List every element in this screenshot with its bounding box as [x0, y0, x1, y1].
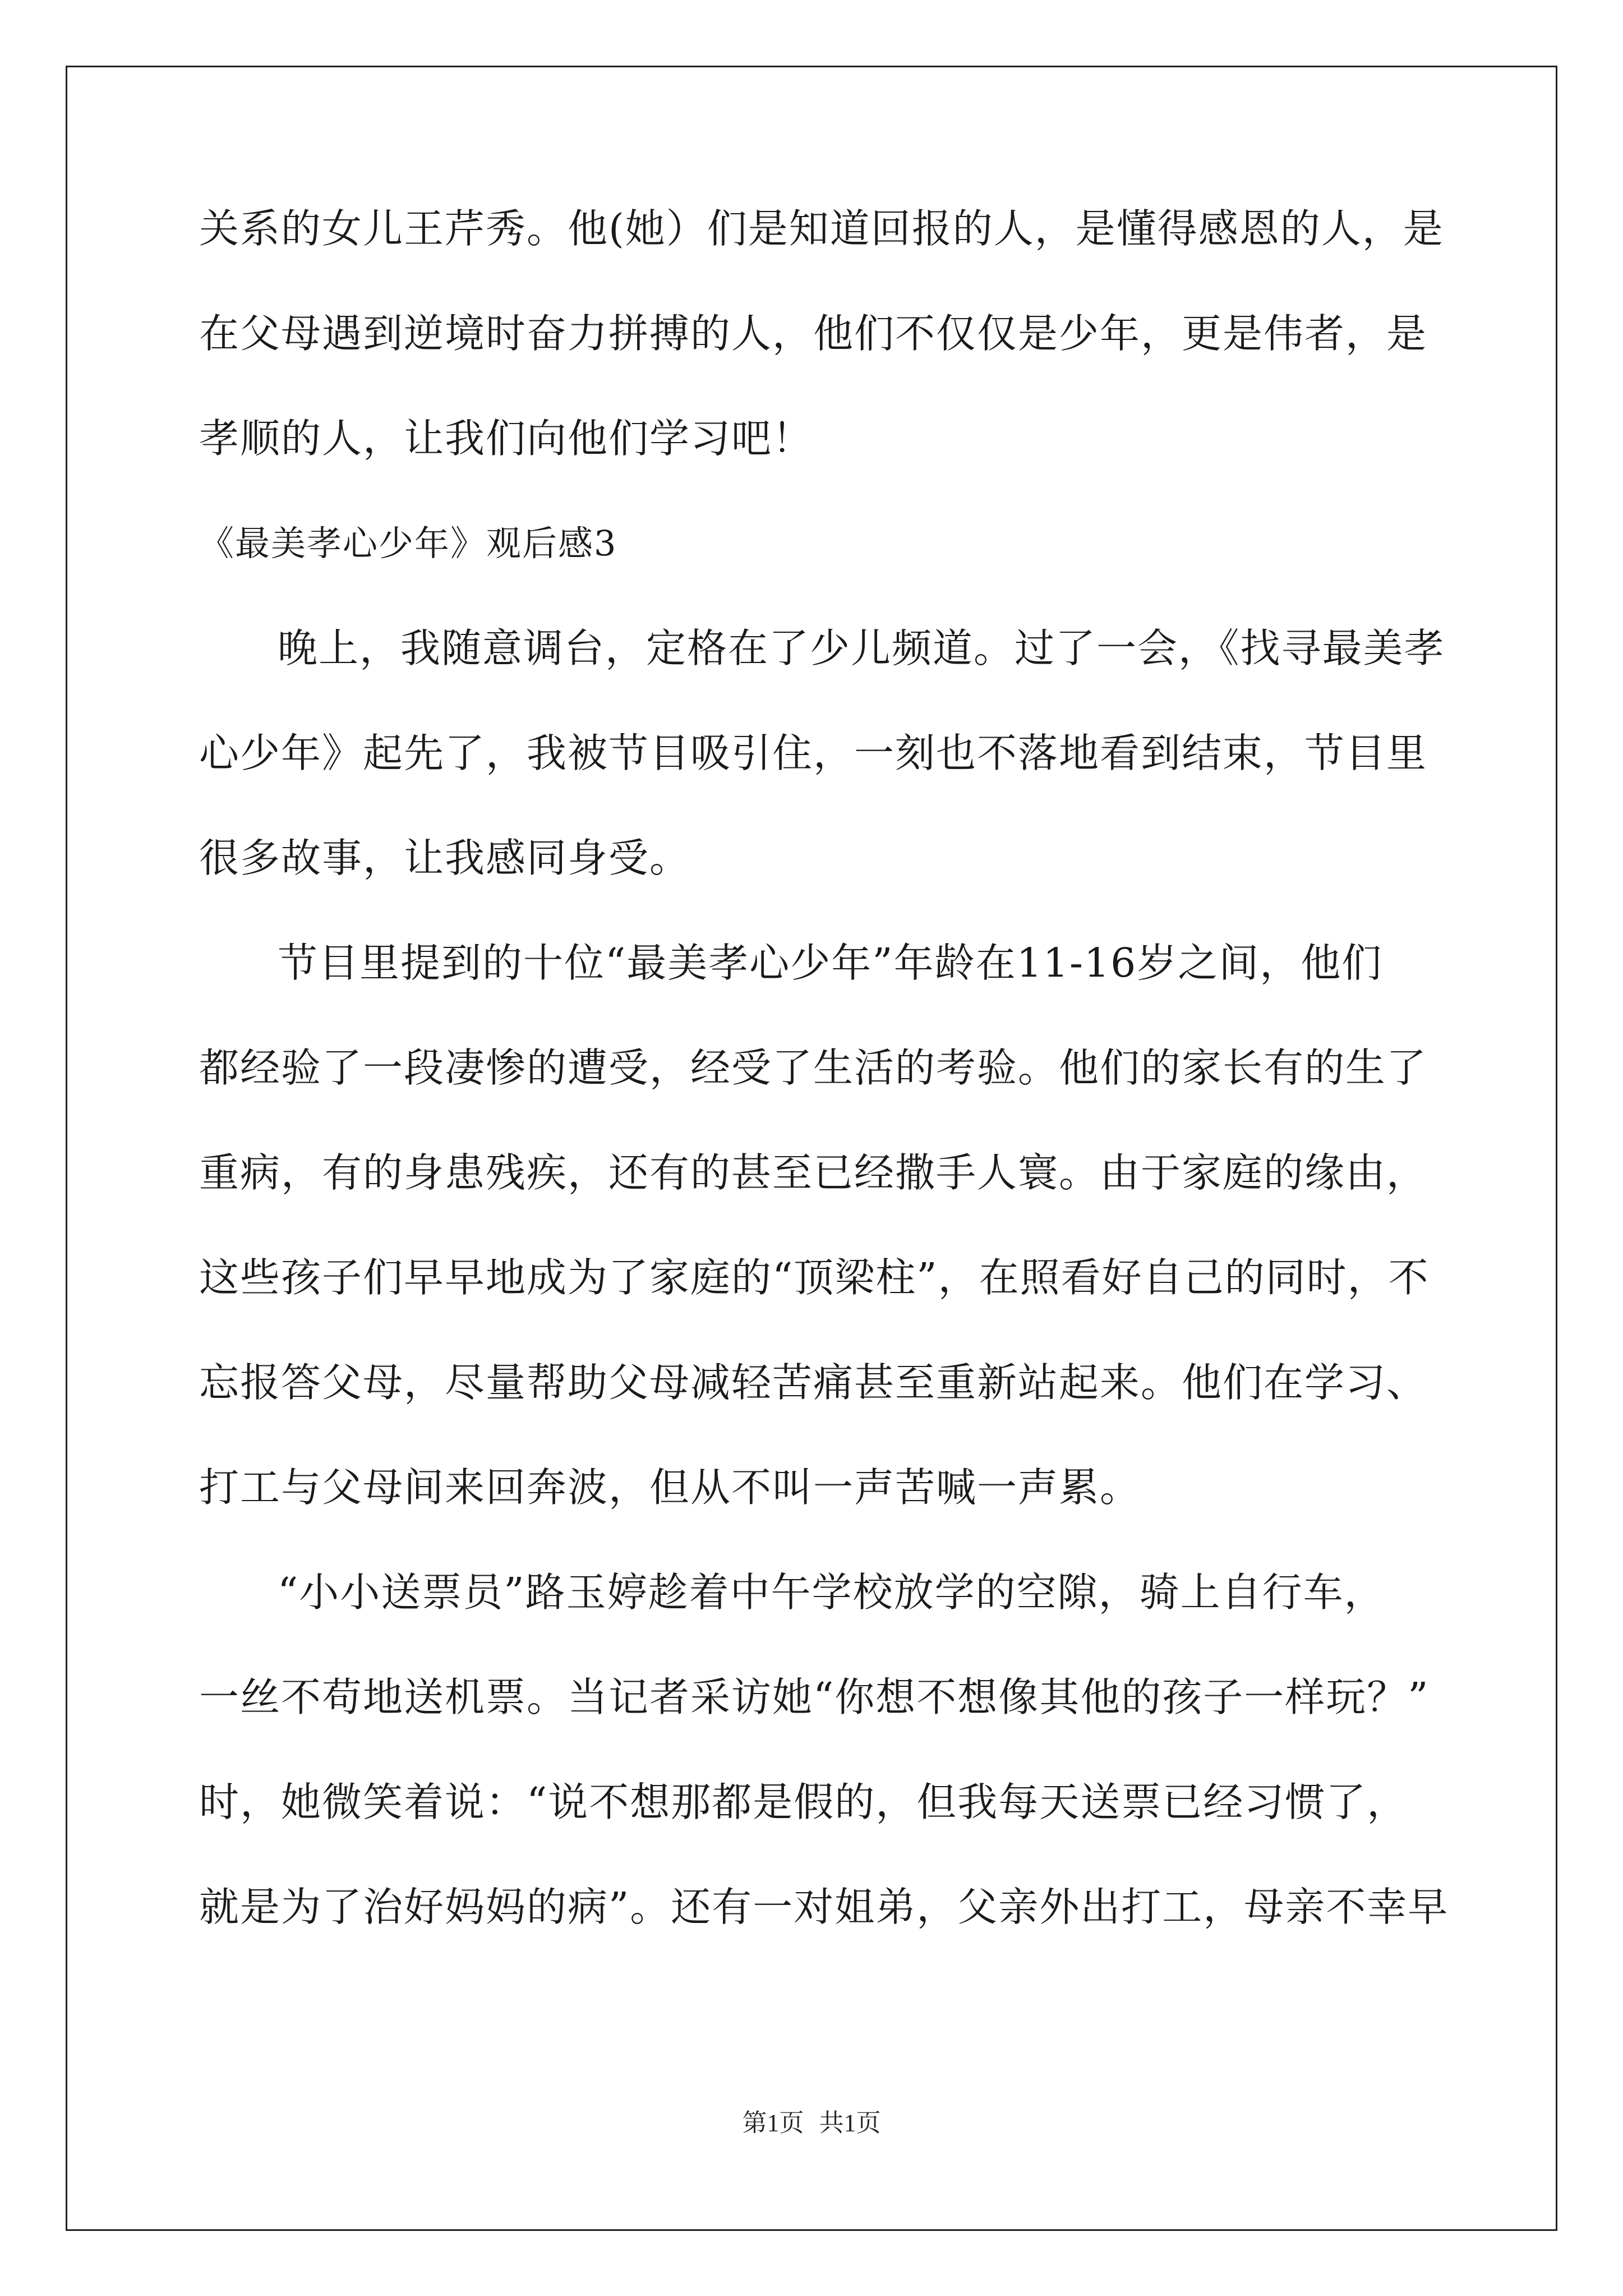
section-heading: 《最美孝心少年》观后感3: [199, 523, 617, 564]
text-line: 忘报答父母，尽量帮助父母减轻苦痛甚至重新站起来。他们在学习、: [199, 1359, 1428, 1406]
text-line: 心少年》起先了，我被节目吸引住，一刻也不落地看到结束，节目里: [199, 730, 1428, 776]
text-line: 孝顺的人，让我们向他们学习吧！: [199, 415, 814, 462]
text-line: 这些孩子们早早地成为了家庭的“顶梁柱”，在照看好自己的同时，不: [199, 1254, 1430, 1301]
text-line: 在父母遇到逆境时奋力拼搏的人，他们不仅仅是少年，更是伟者，是: [199, 310, 1428, 357]
text-line: “小小送票员”路玉婷趁着中午学校放学的空隙，骑上自行车，: [278, 1569, 1385, 1616]
page-number: 第1页: [742, 2109, 804, 2137]
page-total: 共1页: [819, 2109, 881, 2137]
text-line: 都经验了一段凄惨的遭受，经受了生活的考验。他们的家长有的生了: [199, 1045, 1428, 1091]
text-line: 打工与父母间来回奔波，但从不叫一声苦喊一声累。: [199, 1464, 1141, 1511]
page-footer: [0, 2106, 1623, 2140]
text-line: 很多故事，让我感同身受。: [199, 835, 691, 881]
text-line: 就是为了治好妈妈的病”。还有一对姐弟，父亲外出打工，母亲不幸早: [199, 1884, 1449, 1930]
text-line: 时，她微笑着说：“说不想那都是假的，但我每天送票已经习惯了，: [199, 1779, 1408, 1825]
text-line: 晚上，我随意调台，定格在了少儿频道。过了一会，《找寻最美孝: [278, 625, 1445, 671]
text-line: 节目里提到的十位“最美孝心少年”年龄在11-16岁之间，他们: [278, 940, 1383, 986]
text-line: 关系的女儿王芹秀。他(她）们是知道回报的人，是懂得感恩的人，是: [199, 205, 1444, 252]
text-line: 重病，有的身患残疾，还有的甚至已经撒手人寰。由于家庭的缘由，: [199, 1149, 1428, 1196]
text-line: 一丝不苟地送机票。当记者采访她“你想不想像其他的孩子一样玩？”: [199, 1674, 1430, 1720]
